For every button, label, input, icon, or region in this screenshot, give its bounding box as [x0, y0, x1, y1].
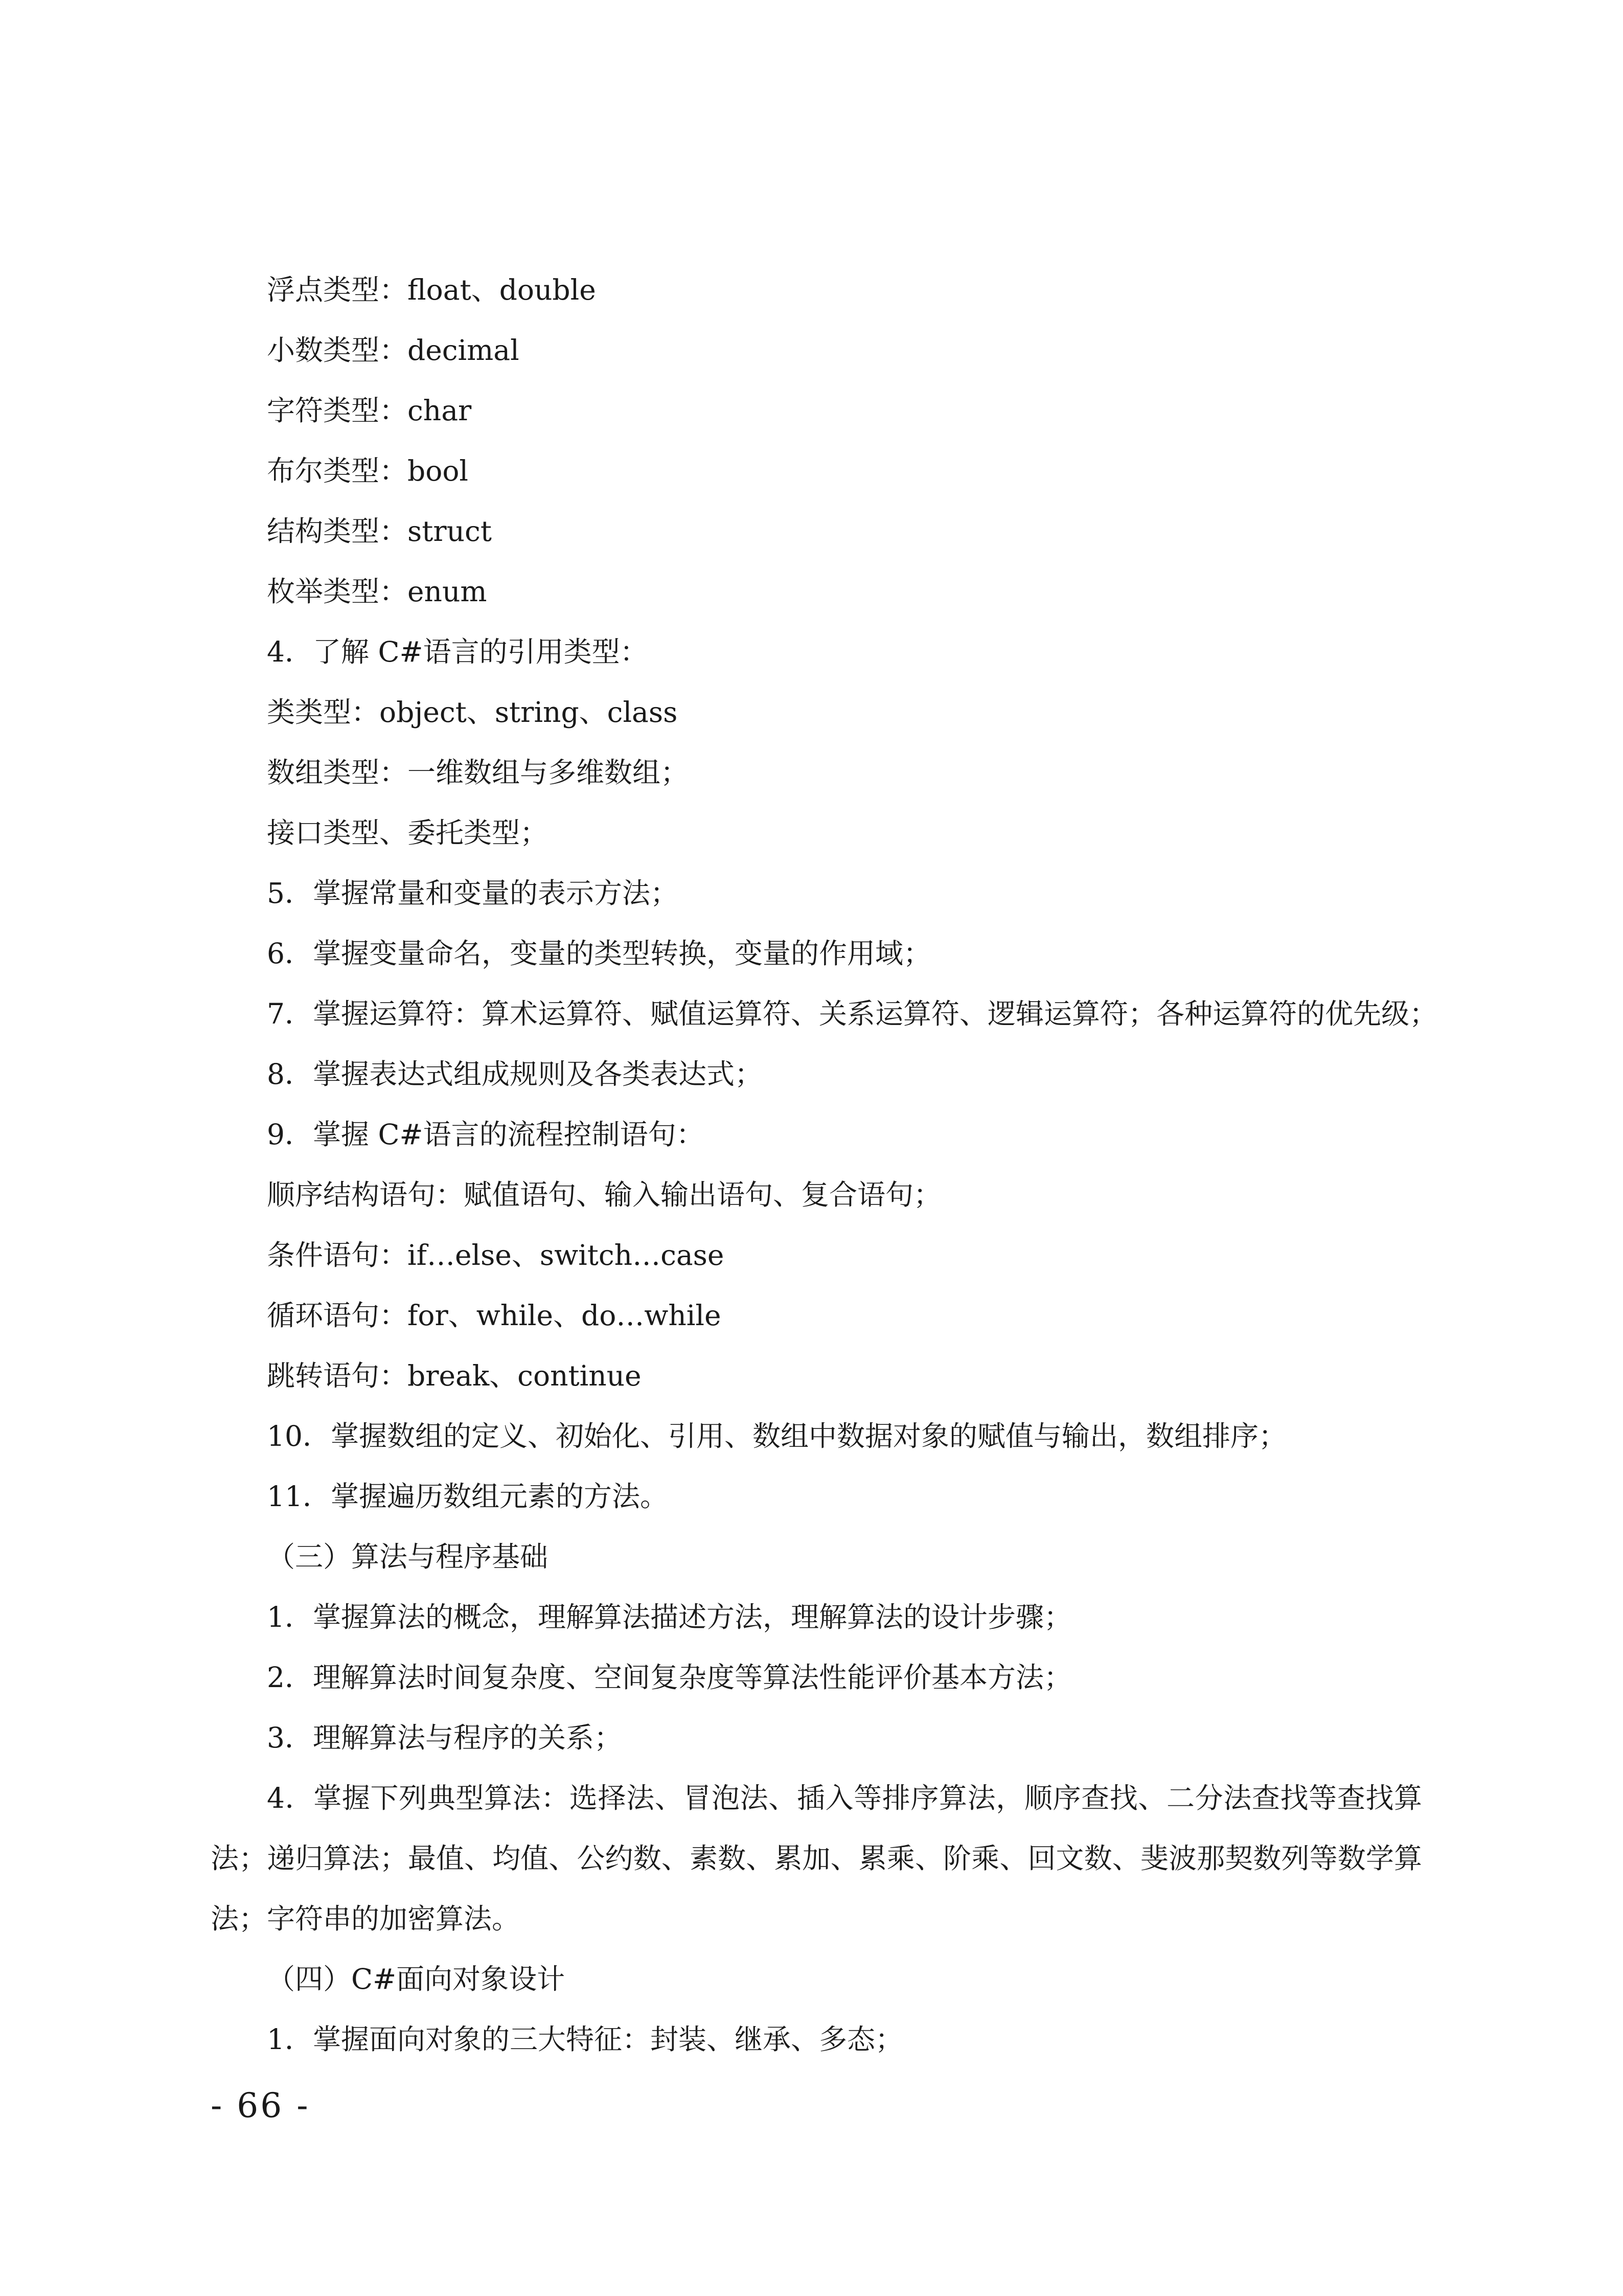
text-line-float-type: 浮点类型：float、double	[267, 274, 596, 306]
page-body	[211, 260, 1437, 2070]
list-item-array-traversal: 11．掌握遍历数组元素的方法。	[267, 1480, 668, 1513]
text-line-char-type: 字符类型：char	[267, 394, 472, 427]
list-item-expressions: 8．掌握表达式组成规则及各类表达式；	[267, 1058, 763, 1090]
list-item-algorithm-program: 3．理解算法与程序的关系；	[267, 1721, 622, 1754]
list-item-flow-control: 9．掌握 C#语言的流程控制语句：	[267, 1118, 704, 1151]
text-line-loop-statements: 循环语句：for、while、do…while	[267, 1299, 721, 1332]
text-line-array-type: 数组类型：一维数组与多维数组；	[267, 756, 689, 789]
text-line-interface-delegate: 接口类型、委托类型；	[267, 816, 548, 849]
text-line-sequence-statements: 顺序结构语句：赋值语句、输入输出语句、复合语句；	[267, 1178, 942, 1211]
list-item-algorithm-concept: 1．掌握算法的概念，理解算法描述方法，理解算法的设计步骤；	[267, 1601, 1072, 1633]
list-item-arrays: 10．掌握数组的定义、初始化、引用、数组中数据对象的赋值与输出，数组排序；	[267, 1420, 1287, 1452]
list-item-operators: 7．掌握运算符：算术运算符、赋值运算符、关系运算符、逻辑运算符；各种运算符的优先级；	[267, 997, 1437, 1030]
list-item-constants-variables: 5．掌握常量和变量的表示方法；	[267, 877, 678, 910]
text-line-enum-type: 枚举类型：enum	[267, 575, 487, 608]
list-item-algorithm-complexity: 2．理解算法时间复杂度、空间复杂度等算法性能评价基本方法；	[267, 1661, 1072, 1694]
text-line-bool-type: 布尔类型：bool	[267, 454, 469, 487]
text-line-jump-statements: 跳转语句：break、continue	[267, 1359, 642, 1392]
text-line-decimal-type: 小数类型：decimal	[267, 334, 519, 367]
text-line-class-type: 类类型：object、string、class	[267, 696, 678, 729]
section-heading-algorithms: （三）算法与程序基础	[267, 1540, 548, 1573]
text-line-conditional-statements: 条件语句：if…else、switch…case	[267, 1239, 724, 1271]
list-item-oop-features: 1．掌握面向对象的三大特征：封装、继承、多态；	[267, 2023, 903, 2056]
list-item-variable-naming: 6．掌握变量命名，变量的类型转换，变量的作用域；	[267, 937, 931, 970]
page-number: - 66 -	[211, 2086, 310, 2125]
list-item-typical-algorithms: 4．掌握下列典型算法：选择法、冒泡法、插入等排序算法，顺序查找、二分法查找等查找算法；递归算法；最值、均值、公约数、素数、累加、累乘、阶乘、回文数、斐波那契数列等数学算法；字符串的加密算法。	[211, 1782, 1422, 1935]
section-heading-oop: （四）C#面向对象设计	[267, 1963, 565, 1995]
text-line-struct-type: 结构类型：struct	[267, 515, 492, 548]
list-item-reference-types: 4．了解 C#语言的引用类型：	[267, 635, 648, 668]
